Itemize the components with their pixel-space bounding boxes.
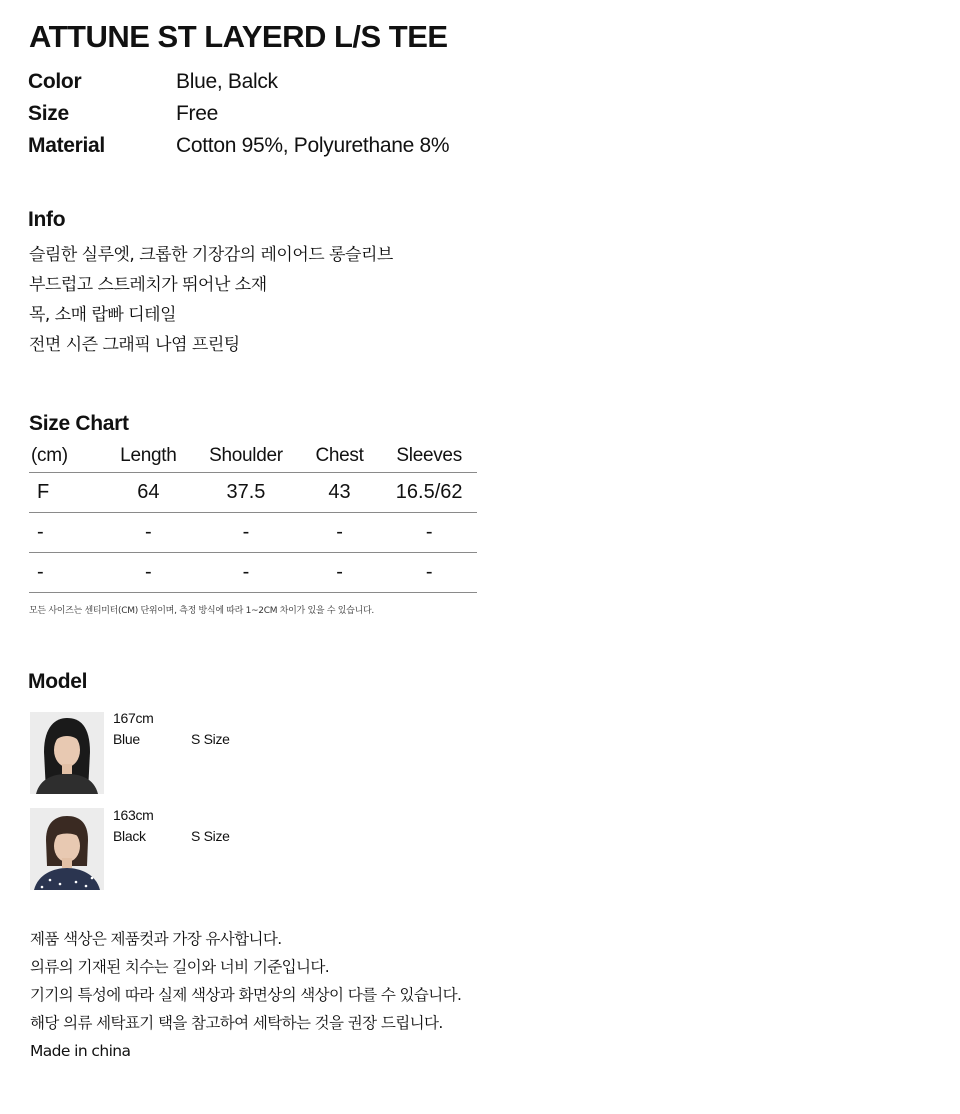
table-cell: - [381,513,477,553]
table-cell: 37.5 [194,473,298,513]
column-header-length: Length [103,440,195,473]
model-1-color: Blue [113,731,140,747]
model-1-height: 167cm [113,710,154,726]
info-line: 목, 소매 랍빠 디테일 [29,305,176,325]
model-2-height: 163cm [113,807,154,823]
table-cell: - [29,553,103,593]
model-photo-1 [30,712,104,794]
spec-row-material [28,130,449,162]
info-heading: Info [28,208,66,231]
table-cell: - [103,513,195,553]
footer-notes [30,925,461,1065]
spec-label-color: Color [28,70,82,93]
model-photo-2 [30,808,104,890]
spec-row-color [28,66,449,98]
table-cell: 64 [103,473,195,513]
info-list [29,240,393,360]
table-cell: - [29,513,103,553]
footer-line: 기기의 특성에 따라 실제 색상과 화면상의 색상이 다를 수 있습니다. [30,986,462,1004]
model-portrait-long-hair [30,712,104,794]
column-header-sleeves: Sleeves [381,440,477,473]
model-photo-image [30,712,104,794]
spec-value-color: Blue, Balck [176,70,278,93]
spec-label-size: Size [28,102,69,125]
model-1-size: S Size [191,731,230,747]
spec-row-size [28,98,449,130]
info-line: 부드럽고 스트레치가 뛰어난 소재 [29,275,267,295]
table-cell: 43 [298,473,382,513]
model-heading: Model [28,670,88,693]
table-cell: - [194,513,298,553]
spec-value-material: Cotton 95%, Polyurethane 8% [176,134,450,157]
table-cell: - [194,553,298,593]
product-title: ATTUNE ST LAYERD L/S TEE [29,19,448,54]
product-spec [28,66,449,162]
model-2-size: S Size [191,828,230,844]
info-line: 전면 시즌 그래픽 나염 프린팅 [29,335,240,355]
spec-value-size: Free [176,102,218,125]
table-row [29,513,477,553]
model-2-color: Black [113,828,146,844]
table-cell: - [381,553,477,593]
table-cell: - [298,553,382,593]
info-line: 슬림한 실루엣, 크롭한 기장감의 레이어드 롱슬리브 [29,245,393,265]
model-photo-image [30,808,104,890]
table-cell: - [298,513,382,553]
footer-line: Made in china [30,1042,131,1060]
size-chart-table [29,440,477,593]
footer-line: 의류의 기재된 치수는 길이와 너비 기준입니다. [30,958,330,976]
column-header-unit: (cm) [29,440,103,473]
table-cell: - [103,553,195,593]
table-row [29,473,477,513]
size-chart-note: 모든 사이즈는 센티미터(CM) 단위이며, 측정 방식에 따라 1~2CM 차이가 있을 수 있습니다. [29,606,374,616]
footer-line: 제품 색상은 제품컷과 가장 유사합니다. [30,930,282,948]
size-chart-heading: Size Chart [29,412,129,435]
table-row [29,553,477,593]
table-cell: F [29,473,103,513]
size-chart-header-row [29,440,477,473]
table-cell: 16.5/62 [381,473,477,513]
column-header-chest: Chest [298,440,382,473]
model-portrait-bob-hair [30,808,104,890]
footer-line: 해당 의류 세탁표기 택을 참고하여 세탁하는 것을 권장 드립니다. [30,1014,443,1032]
column-header-shoulder: Shoulder [194,440,298,473]
spec-label-material: Material [28,134,105,157]
